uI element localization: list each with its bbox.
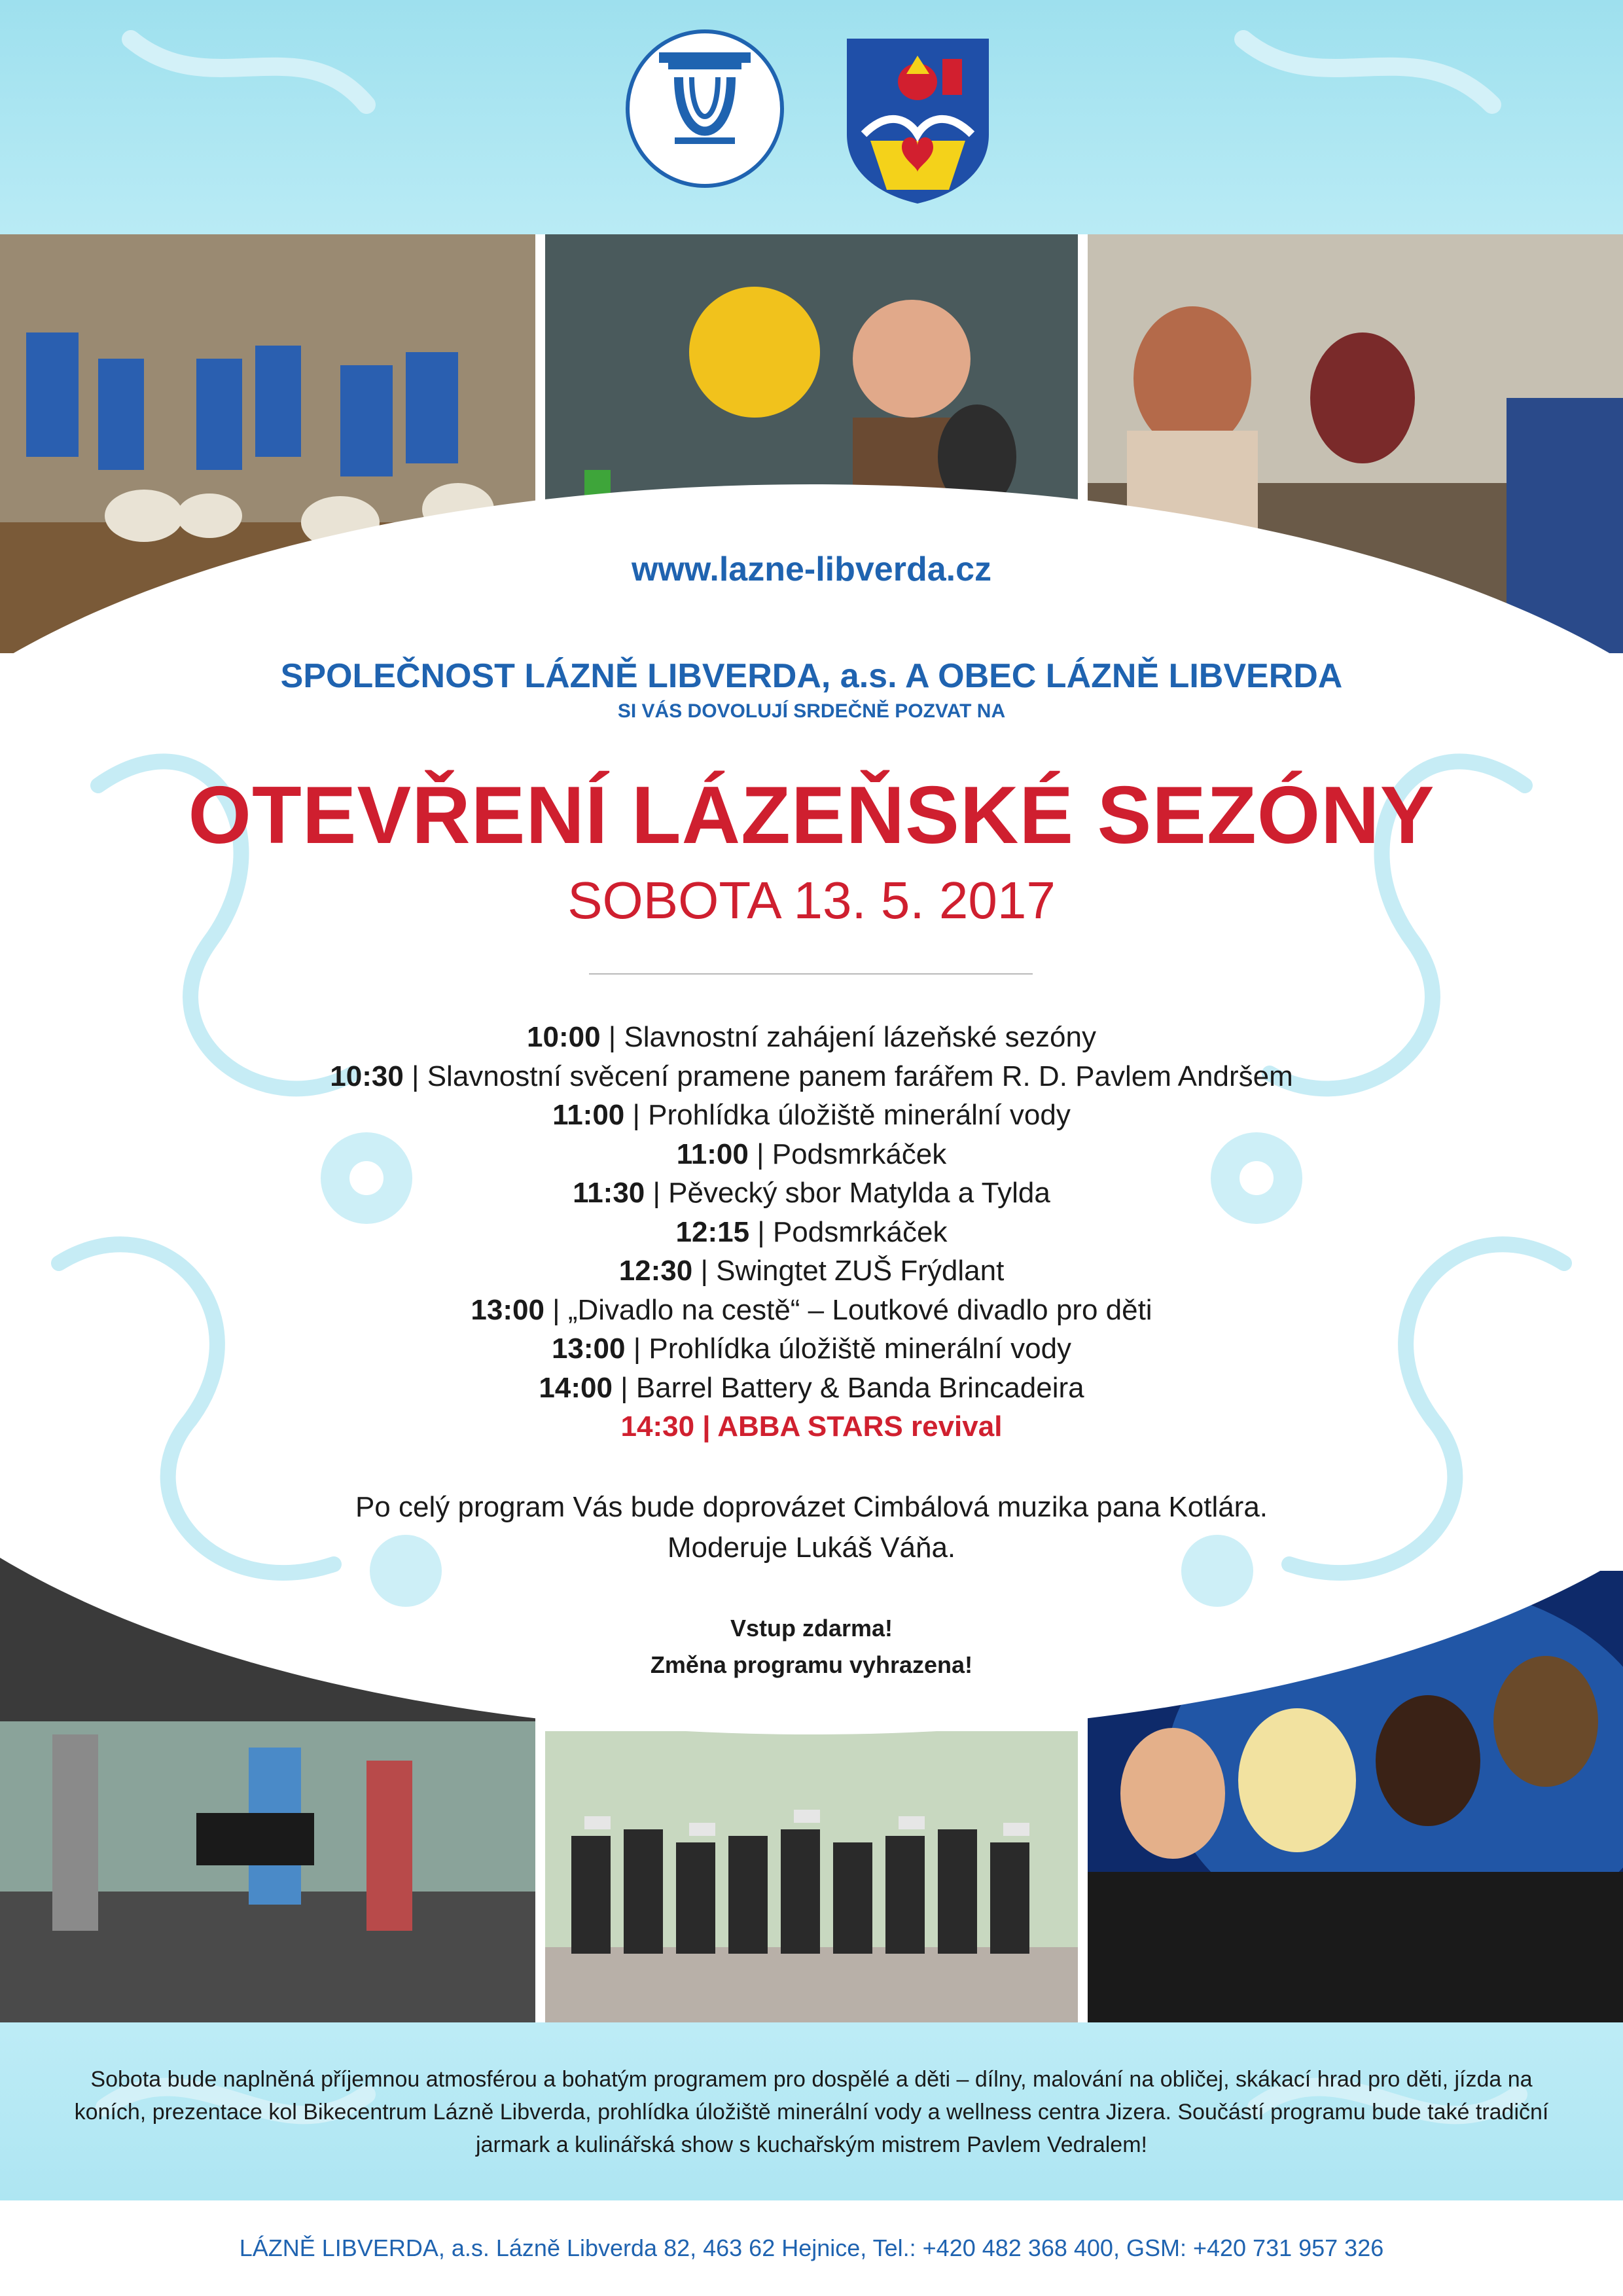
event-date: SOBOTA 13. 5. 2017 [567,871,1056,929]
note-line: Po celý program Vás bude doprovázet Cimbálová muzika pana Kotlára. [355,1491,1268,1523]
organizers-heading: SPOLEČNOST LÁZNĚ LIBVERDA, a.s. A OBEC LÁZNĚ LIBVERDA [280,657,1343,695]
schedule-item: 12:30 | Swingtet ZUŠ Frýdlant [618,1255,1005,1287]
program-description: Sobota bude naplněná příjemnou atmosférou a bohatým programem pro dospělé a děti – dílny, malování na obličej, skákací hrad pro děti, jízda na koních, prezentace kol Bikecentrum Lázně Libverda, prohlídka úložiště minerální vody a wellness centra Jizera. Součástí programu bude také tradiční jarmark a kulinářská show s kuchařským mistrem Pavlem Vedralem! [74,2067,1549,2157]
footer-contact: LÁZNĚ LIBVERDA, a.s. Lázně Libverda 82, 463 62 Hejnice, Tel.: +420 482 368 400, GSM: +420 731 957 326 [239,2234,1384,2261]
schedule-item: 11:30 | Pěvecký sbor Matylda a Tylda [573,1177,1050,1209]
website-url[interactable]: www.lazne-libverda.cz [631,550,991,588]
schedule-item: 10:30 | Slavnostní svěcení pramene panem farářem R. D. Pavlem Andršem [330,1060,1293,1092]
schedule-item: 11:00 | Prohlídka úložiště minerální vody [552,1099,1071,1131]
program-note [0,1487,1623,1568]
schedule-item-highlight: 14:30 | ABBA STARS revival [620,1410,1003,1443]
schedule-item: 11:00 | Podsmrkáček [676,1138,947,1170]
schedule-item: 14:00 | Barrel Battery & Banda Brincadeira [539,1371,1084,1404]
schedule-item: 13:00 | „Divadlo na cestě“ – Loutkové divadlo pro děti [471,1293,1152,1326]
entry-notice [0,1610,1623,1683]
schedule-item: 10:00 | Slavnostní zahájení lázeňské sezóny [527,1021,1096,1053]
divider [589,973,1033,975]
free-entry-text: Vstup zdarma! [730,1615,893,1641]
schedule-list [0,1018,1623,1446]
footer [0,2200,1623,2296]
invitation-subheading: SI VÁS DOVOLUJÍ SRDEČNĚ POZVAT NA [617,700,1006,722]
schedule-item: 13:00 | Prohlídka úložiště minerální vody [551,1333,1072,1365]
event-title: OTEVŘENÍ LÁZEŇSKÉ SEZÓNY [188,770,1435,861]
program-change-text: Změna programu vyhrazena! [650,1651,973,1678]
note-line: Moderuje Lukáš Váňa. [667,1532,956,1564]
schedule-item: 12:15 | Podsmrkáček [675,1215,948,1248]
